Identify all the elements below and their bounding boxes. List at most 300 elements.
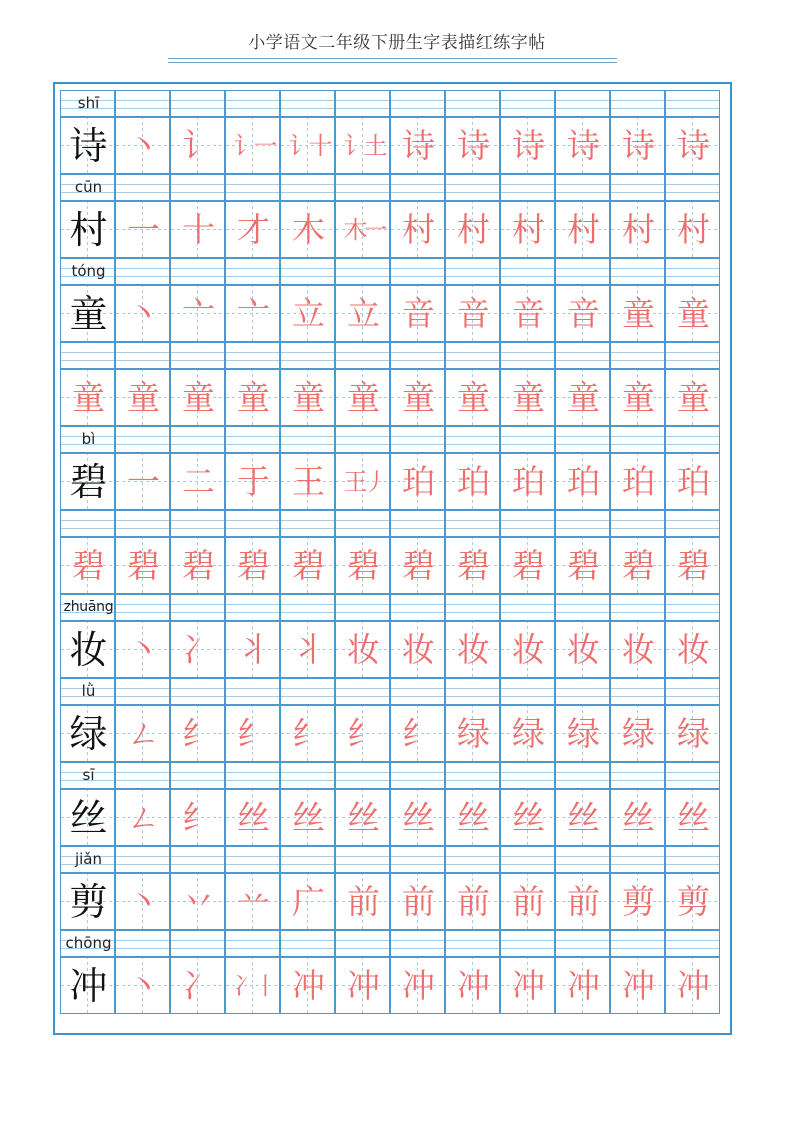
trace-stroke-character: 碧 [457,546,490,585]
title-underline-2 [168,62,617,63]
writing-cell [390,957,445,1014]
trace-stroke-character: 碧 [182,546,215,585]
trace-stroke-character: 村 [512,210,545,249]
pinyin-cell [60,594,115,621]
writing-cell [60,789,115,846]
pinyin-cell [665,846,720,873]
pinyin-cell [115,594,170,621]
pinyin-cell [500,174,555,201]
trace-stroke-character: 童 [182,378,215,417]
pinyin-cell [555,678,610,705]
writing-cell [500,453,555,510]
pinyin-cell [60,174,115,201]
trace-stroke-character: 诗 [512,126,545,165]
pinyin-cell [665,174,720,201]
trace-stroke-character: 丬 [237,630,270,669]
writing-band [60,537,724,594]
writing-cell [60,117,115,174]
trace-stroke-character: 村 [402,210,435,249]
writing-cell [610,873,665,930]
writing-cell [500,537,555,594]
pinyin-cell [280,678,335,705]
pinyin-cell [335,510,390,537]
writing-cell [280,369,335,426]
pinyin-cell [225,846,280,873]
pinyin-cell [390,174,445,201]
pinyin-label: shī [77,94,100,112]
trace-stroke-character: 冫 [182,630,215,669]
writing-band [60,705,724,762]
writing-cell [555,957,610,1014]
trace-stroke-character: 村 [457,210,490,249]
writing-cell [115,537,170,594]
trace-stroke-character: 童 [72,378,105,417]
writing-band [60,201,724,258]
model-character: 冲 [69,964,108,1008]
writing-cell [610,705,665,762]
writing-cell [390,285,445,342]
pinyin-cell [60,258,115,285]
model-character: 妆 [69,628,108,672]
trace-stroke-character: 前 [402,882,435,921]
pinyin-cell [665,510,720,537]
pinyin-cell [390,426,445,453]
pinyin-cell [555,846,610,873]
pinyin-cell [445,90,500,117]
pinyin-cell [610,174,665,201]
pinyin-cell [225,762,280,789]
trace-stroke-character: 童 [457,378,490,417]
trace-stroke-character: 童 [622,294,655,333]
tracing-row [60,510,724,594]
writing-cell [115,957,170,1014]
pinyin-cell [555,510,610,537]
trace-stroke-character: 冲 [512,966,545,1005]
writing-cell [225,537,280,594]
pinyin-cell [280,258,335,285]
pinyin-band [60,426,724,453]
pinyin-cell [610,846,665,873]
trace-stroke-character: 木一 [343,216,384,244]
trace-stroke-character: 冲 [457,966,490,1005]
trace-stroke-character: 才 [237,210,270,249]
writing-cell [665,873,720,930]
pinyin-cell [60,762,115,789]
trace-stroke-character: 丝 [237,798,270,837]
trace-stroke-character: 冲 [292,966,325,1005]
trace-stroke-character: 纟 [292,714,325,753]
pinyin-cell [445,930,500,957]
trace-stroke-character: 碧 [292,546,325,585]
writing-cell [500,201,555,258]
pinyin-label: sī [82,766,95,784]
trace-stroke-character: 剪 [622,882,655,921]
pinyin-cell [225,174,280,201]
writing-cell [555,285,610,342]
pinyin-cell [280,930,335,957]
pinyin-cell [665,426,720,453]
trace-stroke-character: 绿 [567,714,600,753]
writing-cell [115,453,170,510]
pinyin-cell [280,342,335,369]
pinyin-band [60,342,724,369]
pinyin-cell [170,930,225,957]
pinyin-cell [390,930,445,957]
trace-stroke-character: 绿 [457,714,490,753]
writing-cell [170,705,225,762]
writing-cell [280,285,335,342]
pinyin-band [60,846,724,873]
trace-stroke-character: 童 [292,378,325,417]
trace-stroke-character: 冲 [567,966,600,1005]
pinyin-cell [665,90,720,117]
writing-cell [390,369,445,426]
writing-cell [335,705,390,762]
pinyin-cell [445,426,500,453]
trace-stroke-character: ㄥ [127,714,160,753]
trace-stroke-character: 二 [182,462,215,501]
pinyin-cell [115,174,170,201]
writing-cell [335,957,390,1014]
pinyin-cell [170,90,225,117]
writing-cell [445,285,500,342]
pinyin-band [60,258,724,285]
writing-cell [500,285,555,342]
trace-stroke-character: 诗 [402,126,435,165]
pinyin-cell [170,762,225,789]
writing-cell [445,369,500,426]
trace-stroke-character: 木 [292,210,325,249]
pinyin-cell [555,426,610,453]
pinyin-cell [610,510,665,537]
pinyin-cell [390,594,445,621]
writing-cell [445,537,500,594]
pinyin-cell [665,678,720,705]
writing-cell [170,873,225,930]
pinyin-cell [170,510,225,537]
writing-band [60,117,724,174]
pinyin-cell [280,846,335,873]
trace-stroke-character: 丬 [292,630,325,669]
pinyin-cell [115,90,170,117]
trace-stroke-character: 丝 [402,798,435,837]
writing-cell [115,705,170,762]
writing-cell [170,285,225,342]
writing-cell [665,453,720,510]
pinyin-cell [60,678,115,705]
pinyin-cell [390,846,445,873]
trace-stroke-character: 前 [567,882,600,921]
pinyin-cell [665,258,720,285]
trace-stroke-character: 童 [567,378,600,417]
trace-stroke-character: 碧 [347,546,380,585]
pinyin-label: cūn [74,178,103,196]
pinyin-band [60,762,724,789]
pinyin-cell [335,762,390,789]
pinyin-cell [335,930,390,957]
character-row [60,846,724,930]
writing-cell [60,369,115,426]
pinyin-cell [225,510,280,537]
pinyin-cell [500,762,555,789]
pinyin-cell [610,762,665,789]
trace-stroke-character: 碧 [127,546,160,585]
writing-cell [60,285,115,342]
writing-cell [335,537,390,594]
trace-stroke-character: 剪 [677,882,710,921]
trace-stroke-character: 冫 [182,966,215,1005]
model-character: 绿 [69,712,108,756]
writing-cell [225,453,280,510]
trace-stroke-character: 讠土 [343,132,384,160]
pinyin-cell [170,174,225,201]
pinyin-cell [115,258,170,285]
writing-cell [60,453,115,510]
writing-cell [225,201,280,258]
writing-band [60,957,724,1014]
trace-stroke-character: 碧 [237,546,270,585]
writing-band [60,453,724,510]
pinyin-cell [500,90,555,117]
pinyin-cell [170,342,225,369]
pinyin-cell [445,846,500,873]
pinyin-cell [170,678,225,705]
pinyin-cell [225,678,280,705]
writing-cell [610,285,665,342]
trace-stroke-character: 讠十 [288,132,329,160]
pinyin-cell [445,258,500,285]
writing-cell [115,369,170,426]
writing-cell [610,369,665,426]
pinyin-cell [170,426,225,453]
pinyin-cell [280,174,335,201]
writing-cell [280,201,335,258]
writing-cell [335,117,390,174]
trace-stroke-character: 诗 [677,126,710,165]
writing-cell [665,285,720,342]
writing-cell [115,201,170,258]
trace-stroke-character: 童 [347,378,380,417]
model-character: 村 [69,208,108,252]
character-row [60,762,724,846]
pinyin-cell [610,594,665,621]
writing-cell [500,873,555,930]
writing-cell [610,789,665,846]
pinyin-band [60,510,724,537]
writing-cell [225,705,280,762]
pinyin-cell [60,426,115,453]
trace-stroke-character: 丝 [512,798,545,837]
trace-stroke-character: 碧 [512,546,545,585]
pinyin-cell [335,594,390,621]
writing-cell [280,621,335,678]
pinyin-cell [280,594,335,621]
writing-cell [610,453,665,510]
writing-cell [610,117,665,174]
trace-stroke-character: 立 [292,294,325,333]
writing-cell [170,621,225,678]
writing-cell [225,117,280,174]
writing-cell [500,621,555,678]
writing-cell [445,201,500,258]
writing-cell [390,705,445,762]
pinyin-cell [500,258,555,285]
writing-cell [280,705,335,762]
trace-stroke-character: 珀 [567,462,600,501]
trace-stroke-character: 碧 [677,546,710,585]
writing-cell [170,117,225,174]
writing-cell [225,789,280,846]
trace-stroke-character: 丝 [292,798,325,837]
pinyin-cell [500,678,555,705]
pinyin-cell [665,594,720,621]
trace-stroke-character: 诗 [567,126,600,165]
writing-cell [445,873,500,930]
writing-cell [610,537,665,594]
tracing-row [60,342,724,426]
writing-cell [115,621,170,678]
pinyin-cell [225,258,280,285]
writing-cell [390,537,445,594]
pinyin-band [60,678,724,705]
writing-cell [445,621,500,678]
writing-cell [170,201,225,258]
model-character: 丝 [69,796,108,840]
trace-stroke-character: 珀 [457,462,490,501]
pinyin-cell [445,678,500,705]
writing-cell [445,705,500,762]
pinyin-cell [115,510,170,537]
trace-stroke-character: 一 [127,210,160,249]
pinyin-cell [115,762,170,789]
pinyin-cell [335,426,390,453]
writing-cell [170,537,225,594]
pinyin-band [60,174,724,201]
trace-stroke-character: 童 [677,294,710,333]
trace-stroke-character: 珀 [677,462,710,501]
writing-cell [445,453,500,510]
writing-cell [115,873,170,930]
trace-stroke-character: 丶 [127,966,160,1005]
pinyin-cell [390,678,445,705]
writing-cell [390,117,445,174]
model-character: 碧 [69,460,108,504]
trace-stroke-character: 碧 [622,546,655,585]
writing-cell [500,117,555,174]
writing-cell [225,873,280,930]
pinyin-cell [610,342,665,369]
writing-cell [555,369,610,426]
writing-cell [225,621,280,678]
trace-stroke-character: 音 [567,294,600,333]
pinyin-cell [500,342,555,369]
pinyin-cell [115,846,170,873]
trace-stroke-character: 前 [457,882,490,921]
pinyin-cell [115,342,170,369]
trace-stroke-character: 妆 [677,630,710,669]
trace-stroke-character: 碧 [72,546,105,585]
pinyin-cell [60,846,115,873]
writing-cell [60,705,115,762]
pinyin-cell [390,258,445,285]
practice-grid [60,90,724,1028]
pinyin-cell [225,90,280,117]
trace-stroke-character: 一 [127,462,160,501]
writing-cell [665,369,720,426]
trace-stroke-character: 冲 [402,966,435,1005]
trace-stroke-character: 妆 [347,630,380,669]
writing-cell [60,201,115,258]
trace-stroke-character: 广 [292,882,325,921]
pinyin-cell [445,174,500,201]
trace-stroke-character: 丝 [677,798,710,837]
pinyin-cell [555,930,610,957]
writing-cell [335,873,390,930]
trace-stroke-character: 冲 [347,966,380,1005]
pinyin-band [60,930,724,957]
writing-cell [610,957,665,1014]
writing-cell [335,789,390,846]
writing-cell [280,873,335,930]
trace-stroke-character: 童 [237,378,270,417]
writing-band [60,873,724,930]
pinyin-cell [390,342,445,369]
pinyin-cell [390,90,445,117]
writing-cell [555,621,610,678]
writing-cell [665,201,720,258]
trace-stroke-character: 妆 [402,630,435,669]
writing-cell [60,621,115,678]
pinyin-cell [280,90,335,117]
writing-cell [390,453,445,510]
pinyin-cell [500,846,555,873]
writing-cell [445,789,500,846]
writing-cell [60,957,115,1014]
trace-stroke-character: 丝 [347,798,380,837]
trace-stroke-character: 丝 [457,798,490,837]
model-character: 剪 [69,880,108,924]
writing-cell [170,789,225,846]
trace-stroke-character: 讠一 [233,132,274,160]
trace-stroke-character: 珀 [402,462,435,501]
writing-cell [335,453,390,510]
pinyin-label: bì [81,430,96,448]
trace-stroke-character: 音 [457,294,490,333]
pinyin-label: tóng [71,262,106,280]
pinyin-cell [170,846,225,873]
trace-stroke-character: 于 [237,462,270,501]
trace-stroke-character: 童 [402,378,435,417]
pinyin-cell [170,258,225,285]
writing-cell [225,369,280,426]
trace-stroke-character: 妆 [567,630,600,669]
pinyin-cell [225,426,280,453]
trace-stroke-character: 诗 [622,126,655,165]
writing-cell [555,537,610,594]
writing-cell [390,789,445,846]
page-title: 小学语文二年级下册生字表描红练字帖 [248,33,546,53]
writing-cell [335,285,390,342]
writing-cell [665,621,720,678]
pinyin-cell [445,762,500,789]
pinyin-cell [500,426,555,453]
trace-stroke-character: 村 [622,210,655,249]
pinyin-cell [115,426,170,453]
pinyin-cell [500,594,555,621]
trace-stroke-character: 亠 [182,294,215,333]
trace-stroke-character: 纟 [182,798,215,837]
writing-cell [280,537,335,594]
